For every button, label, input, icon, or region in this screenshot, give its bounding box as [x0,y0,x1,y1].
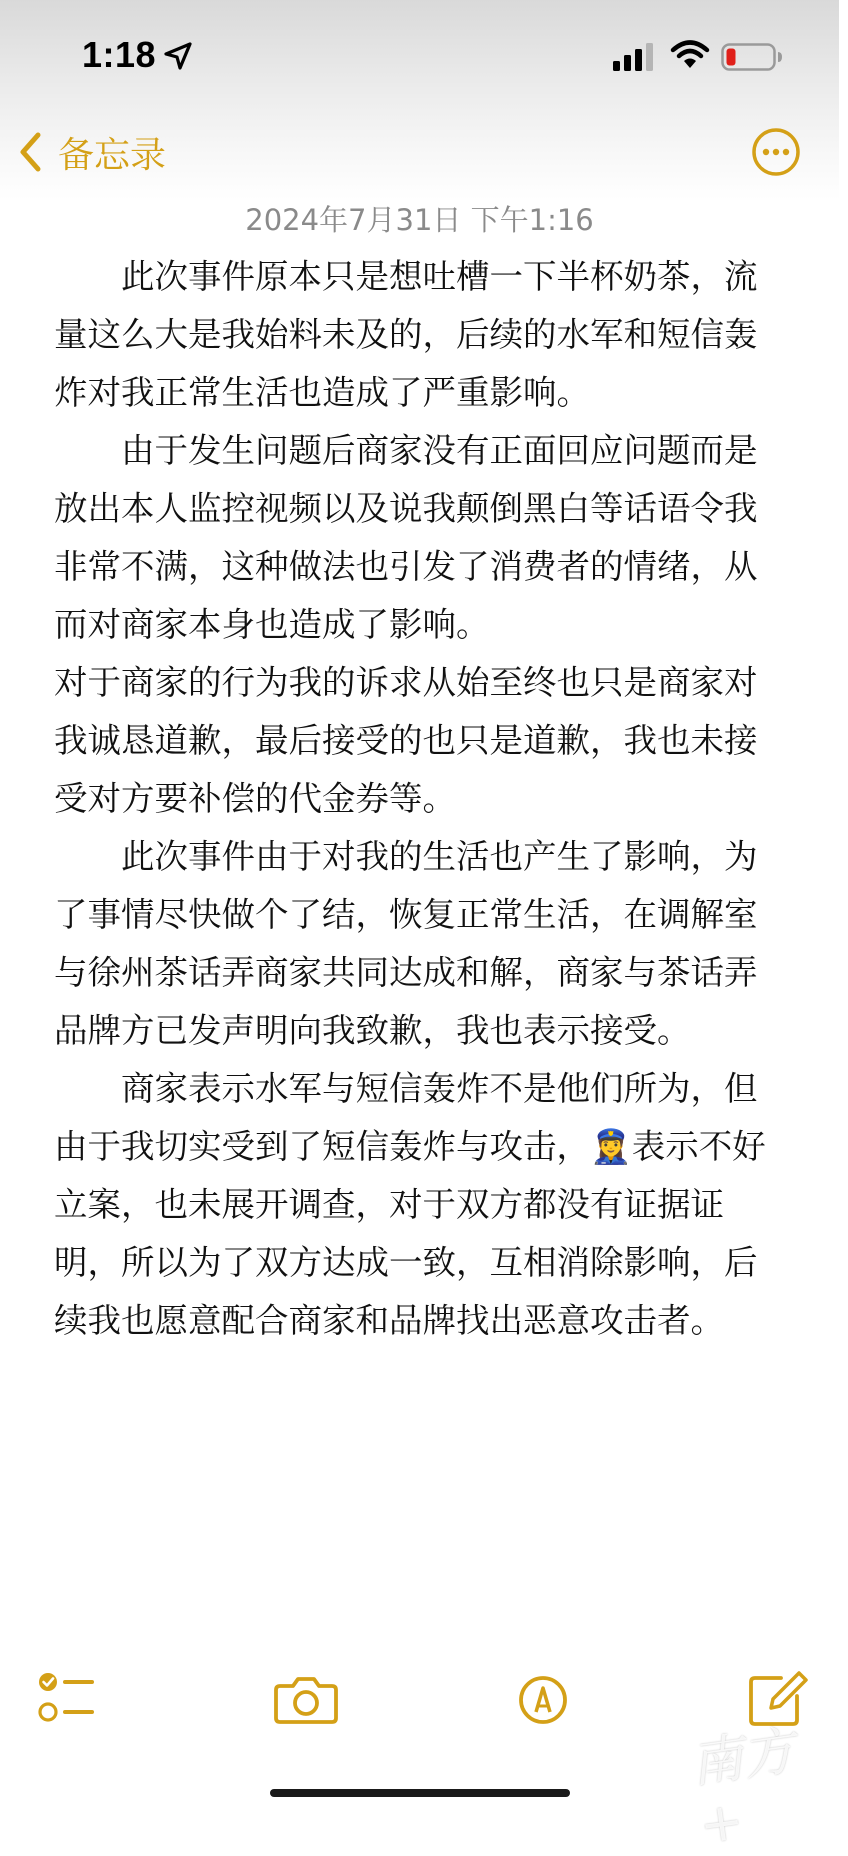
note-paragraph: 由于发生问题后商家没有正面回应问题而是放出本人监控视频以及说我颠倒黑白等话语令我非常不满，这种做法也引发了消费者的情绪，从而对商家本身也造成了影响。 [54,431,758,644]
note-paragraph: 对于商家的行为我的诉求从始至终也只是商家对我诚恳道歉，最后接受的也只是道歉，我也未接受对方要补偿的代金券等。 [54,663,758,818]
location-arrow-icon [163,41,193,71]
note-paragraph: 商家表示水军与短信轰炸不是他们所为，但由于我切实受到了短信轰炸与攻击，👮‍♀️表示不好立案，也未展开调查，对于双方都没有证据证明，所以为了双方达成一致，互相消除影响，后续我也愿意配合商家和品牌找出恶意攻击者。 [54,1069,766,1340]
checklist-icon[interactable] [32,1660,112,1740]
cellular-signal-icon [613,43,655,71]
back-button[interactable] [18,124,166,180]
watermark: 南方+ [687,1721,799,1856]
home-indicator[interactable] [270,1789,570,1797]
note-paragraph: 此次事件原本只是想吐槽一下半杯奶茶，流量这么大是我始料未及的，后续的水军和短信轰炸对我正常生活也造成了严重影响。 [54,257,758,412]
markup-pen-icon[interactable] [503,1660,583,1740]
wifi-icon [671,40,709,70]
note-date: 2024年7月31日 下午1:16 [245,203,594,237]
nav-bar [0,120,839,180]
back-label: 备忘录 [58,134,167,176]
camera-icon[interactable] [266,1660,346,1740]
status-bar [0,0,839,110]
ellipsis-circle-icon[interactable] [750,126,802,178]
note-body[interactable] [54,248,784,1350]
battery-low-icon [721,43,783,71]
note-paragraph: 此次事件由于对我的生活也产生了影响，为了事情尽快做个了结，恢复正常生活，在调解室与徐州茶话弄商家共同达成和解，商家与茶话弄品牌方已发声明向我致歉，我也表示接受。 [54,837,758,1050]
status-time: 1:18 [82,34,157,75]
chevron-left-icon [18,131,42,173]
